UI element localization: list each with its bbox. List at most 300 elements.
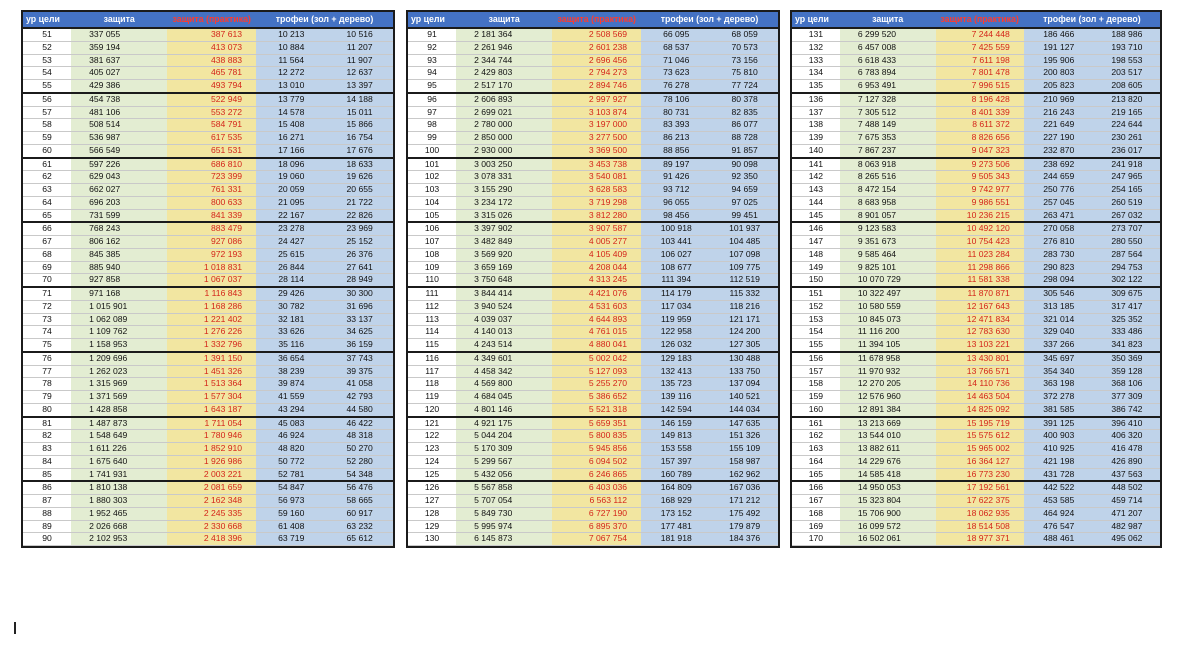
level-cell: 128 xyxy=(408,507,456,520)
trophy-wood-cell: 175 492 xyxy=(711,507,778,520)
trophy-wood-cell: 109 775 xyxy=(711,261,778,274)
trophy-gold-cell: 12 272 xyxy=(256,67,326,80)
trophy-wood-cell: 65 612 xyxy=(326,533,393,546)
trophy-gold-cell: 20 059 xyxy=(256,184,326,197)
defense-practice-cell: 4 880 041 xyxy=(552,339,641,352)
trophy-wood-cell: 179 879 xyxy=(711,520,778,533)
trophy-wood-cell: 22 826 xyxy=(326,209,393,222)
trophy-wood-cell: 137 094 xyxy=(711,378,778,391)
trophy-gold-cell: 135 723 xyxy=(641,378,711,391)
table-row xyxy=(408,300,778,313)
trophy-gold-cell: 36 654 xyxy=(256,352,326,365)
trophy-gold-cell: 400 903 xyxy=(1024,430,1094,443)
table-row xyxy=(23,468,393,481)
defense-practice-cell: 5 386 652 xyxy=(552,391,641,404)
level-cell: 141 xyxy=(792,158,840,171)
defense-cell: 14 585 418 xyxy=(840,468,936,481)
defense-cell: 8 063 918 xyxy=(840,158,936,171)
trophy-wood-cell: 15 866 xyxy=(326,119,393,132)
table-row xyxy=(408,403,778,416)
defense-practice-cell: 4 761 015 xyxy=(552,326,641,339)
table-row xyxy=(408,28,778,41)
defense-practice-cell: 17 192 561 xyxy=(936,481,1024,494)
defense-practice-cell: 3 812 280 xyxy=(552,209,641,222)
table-row xyxy=(792,93,1160,106)
defense-cell: 481 106 xyxy=(71,106,167,119)
defense-practice-cell: 723 399 xyxy=(167,171,256,184)
defense-practice-cell: 15 575 612 xyxy=(936,430,1024,443)
level-cell: 133 xyxy=(792,54,840,67)
defense-cell: 16 099 572 xyxy=(840,520,936,533)
defense-cell: 5 567 858 xyxy=(456,481,552,494)
defense-practice-cell: 2 894 746 xyxy=(552,80,641,93)
trophy-wood-cell: 30 300 xyxy=(326,287,393,300)
defense-practice-cell: 15 195 719 xyxy=(936,417,1024,430)
trophy-wood-cell: 359 128 xyxy=(1094,365,1160,378)
table-row xyxy=(408,443,778,456)
level-cell: 105 xyxy=(408,209,456,222)
level-cell: 123 xyxy=(408,443,456,456)
defense-practice-cell: 5 945 856 xyxy=(552,443,641,456)
trophy-wood-cell: 236 017 xyxy=(1094,144,1160,157)
level-cell: 142 xyxy=(792,171,840,184)
defense-practice-cell: 4 005 277 xyxy=(552,236,641,249)
table-row xyxy=(408,144,778,157)
table-row xyxy=(792,507,1160,520)
level-cell: 58 xyxy=(23,119,71,132)
trophy-wood-cell: 107 098 xyxy=(711,248,778,261)
defense-cell: 5 299 567 xyxy=(456,455,552,468)
level-cell: 97 xyxy=(408,106,456,119)
trophy-gold-cell: 83 393 xyxy=(641,119,711,132)
table-row xyxy=(23,67,393,80)
defense-practice-cell: 3 628 583 xyxy=(552,184,641,197)
level-cell: 64 xyxy=(23,196,71,209)
defense-practice-cell: 5 659 351 xyxy=(552,417,641,430)
level-cell: 110 xyxy=(408,274,456,287)
table-row xyxy=(408,196,778,209)
defense-cell: 14 229 676 xyxy=(840,455,936,468)
trophy-gold-cell: 216 243 xyxy=(1024,106,1094,119)
defense-practice-cell: 2 997 927 xyxy=(552,93,641,106)
defense-practice-cell: 8 611 372 xyxy=(936,119,1024,132)
defense-cell: 9 585 464 xyxy=(840,248,936,261)
defense-practice-cell: 4 208 044 xyxy=(552,261,641,274)
trophy-gold-cell: 160 789 xyxy=(641,468,711,481)
table-row xyxy=(408,209,778,222)
trophy-gold-cell: 363 198 xyxy=(1024,378,1094,391)
trophy-wood-cell: 86 077 xyxy=(711,119,778,132)
trophy-wood-cell: 48 318 xyxy=(326,430,393,443)
table-row xyxy=(792,430,1160,443)
defense-cell: 1 487 873 xyxy=(71,417,167,430)
trophy-gold-cell: 238 692 xyxy=(1024,158,1094,171)
table-row xyxy=(23,481,393,494)
trophy-gold-cell: 205 823 xyxy=(1024,80,1094,93)
trophy-gold-cell: 232 870 xyxy=(1024,144,1094,157)
trophy-wood-cell: 130 488 xyxy=(711,352,778,365)
level-cell: 157 xyxy=(792,365,840,378)
header-trophies: трофеи (зол + дерево) xyxy=(1024,12,1160,28)
level-cell: 80 xyxy=(23,403,71,416)
level-cell: 99 xyxy=(408,132,456,145)
table-row xyxy=(408,41,778,54)
table-row xyxy=(408,132,778,145)
level-cell: 138 xyxy=(792,119,840,132)
level-cell: 63 xyxy=(23,184,71,197)
trophy-wood-cell: 448 502 xyxy=(1094,481,1160,494)
defense-practice-cell: 4 531 603 xyxy=(552,300,641,313)
defense-practice-cell: 6 727 190 xyxy=(552,507,641,520)
table-row xyxy=(408,507,778,520)
trophy-wood-cell: 10 516 xyxy=(326,28,393,41)
trophy-gold-cell: 59 160 xyxy=(256,507,326,520)
level-cell: 144 xyxy=(792,196,840,209)
level-cell: 169 xyxy=(792,520,840,533)
defense-cell: 696 203 xyxy=(71,196,167,209)
header-defense: защита xyxy=(840,12,936,28)
defense-practice-cell: 387 613 xyxy=(167,28,256,41)
defense-practice-cell: 553 272 xyxy=(167,106,256,119)
defense-cell: 768 243 xyxy=(71,222,167,235)
header-defense-practice: защита (практика) xyxy=(167,12,256,28)
defense-cell: 429 386 xyxy=(71,80,167,93)
table-row xyxy=(792,41,1160,54)
trophy-wood-cell: 97 025 xyxy=(711,196,778,209)
trophy-wood-cell: 471 207 xyxy=(1094,507,1160,520)
trophy-gold-cell: 149 813 xyxy=(641,430,711,443)
defense-cell: 359 194 xyxy=(71,41,167,54)
trophy-gold-cell: 139 116 xyxy=(641,391,711,404)
defense-practice-cell: 13 430 801 xyxy=(936,352,1024,365)
defense-cell: 12 891 384 xyxy=(840,403,936,416)
trophy-gold-cell: 13 010 xyxy=(256,80,326,93)
trophy-wood-cell: 31 696 xyxy=(326,300,393,313)
table-row xyxy=(408,533,778,546)
trophy-wood-cell: 208 605 xyxy=(1094,80,1160,93)
trophy-wood-cell: 12 637 xyxy=(326,67,393,80)
trophy-gold-cell: 86 213 xyxy=(641,132,711,145)
defense-cell: 405 027 xyxy=(71,67,167,80)
level-table-51-90 xyxy=(21,10,395,548)
trophy-wood-cell: 88 728 xyxy=(711,132,778,145)
defense-practice-cell: 2 330 668 xyxy=(167,520,256,533)
defense-practice-cell: 7 996 515 xyxy=(936,80,1024,93)
table-row xyxy=(408,455,778,468)
trophy-wood-cell: 92 350 xyxy=(711,171,778,184)
level-cell: 57 xyxy=(23,106,71,119)
defense-practice-cell: 12 783 630 xyxy=(936,326,1024,339)
table-row xyxy=(792,28,1160,41)
level-cell: 73 xyxy=(23,313,71,326)
level-cell: 129 xyxy=(408,520,456,533)
defense-cell: 731 599 xyxy=(71,209,167,222)
trophy-wood-cell: 60 917 xyxy=(326,507,393,520)
trophy-wood-cell: 482 987 xyxy=(1094,520,1160,533)
table-row xyxy=(23,106,393,119)
table-row xyxy=(792,313,1160,326)
trophy-wood-cell: 171 212 xyxy=(711,495,778,508)
table-row xyxy=(23,80,393,93)
table-row xyxy=(792,248,1160,261)
defense-practice-cell: 18 514 508 xyxy=(936,520,1024,533)
trophy-wood-cell: 70 573 xyxy=(711,41,778,54)
table-row xyxy=(792,119,1160,132)
trophy-wood-cell: 396 410 xyxy=(1094,417,1160,430)
trophy-wood-cell: 68 059 xyxy=(711,28,778,41)
trophy-wood-cell: 325 352 xyxy=(1094,313,1160,326)
defense-practice-cell: 1 513 364 xyxy=(167,378,256,391)
trophy-wood-cell: 144 034 xyxy=(711,403,778,416)
table-row xyxy=(23,430,393,443)
defense-practice-cell: 5 800 835 xyxy=(552,430,641,443)
trophy-gold-cell: 50 772 xyxy=(256,455,326,468)
trophy-gold-cell: 73 623 xyxy=(641,67,711,80)
defense-cell: 6 457 008 xyxy=(840,41,936,54)
table-row xyxy=(408,352,778,365)
trophy-wood-cell: 219 165 xyxy=(1094,106,1160,119)
defense-cell: 2 850 000 xyxy=(456,132,552,145)
defense-practice-cell: 9 273 506 xyxy=(936,158,1024,171)
trophy-gold-cell: 46 924 xyxy=(256,430,326,443)
level-cell: 163 xyxy=(792,443,840,456)
trophy-gold-cell: 39 874 xyxy=(256,378,326,391)
trophy-gold-cell: 146 159 xyxy=(641,417,711,430)
defense-cell: 3 569 920 xyxy=(456,248,552,261)
defense-practice-cell: 413 073 xyxy=(167,41,256,54)
defense-practice-cell: 3 277 500 xyxy=(552,132,641,145)
defense-practice-cell: 14 463 504 xyxy=(936,391,1024,404)
table-row xyxy=(23,144,393,157)
level-cell: 53 xyxy=(23,54,71,67)
header-defense-practice: защита (практика) xyxy=(552,12,641,28)
defense-practice-cell: 686 810 xyxy=(167,158,256,171)
defense-cell: 1 015 901 xyxy=(71,300,167,313)
level-cell: 143 xyxy=(792,184,840,197)
trophy-wood-cell: 495 062 xyxy=(1094,533,1160,546)
trophy-wood-cell: 158 987 xyxy=(711,455,778,468)
defense-cell: 885 940 xyxy=(71,261,167,274)
defense-practice-cell: 11 023 284 xyxy=(936,248,1024,261)
defense-practice-cell: 3 907 587 xyxy=(552,222,641,235)
trophy-gold-cell: 372 278 xyxy=(1024,391,1094,404)
trophy-wood-cell: 94 659 xyxy=(711,184,778,197)
trophy-gold-cell: 410 925 xyxy=(1024,443,1094,456)
defense-practice-cell: 522 949 xyxy=(167,93,256,106)
defense-practice-cell: 3 369 500 xyxy=(552,144,641,157)
defense-cell: 662 027 xyxy=(71,184,167,197)
defense-practice-cell: 11 870 871 xyxy=(936,287,1024,300)
defense-practice-cell: 11 581 338 xyxy=(936,274,1024,287)
table-row xyxy=(23,443,393,456)
defense-practice-cell: 927 086 xyxy=(167,236,256,249)
trophy-gold-cell: 41 559 xyxy=(256,391,326,404)
defense-table xyxy=(408,12,778,546)
level-cell: 98 xyxy=(408,119,456,132)
defense-practice-cell: 8 826 656 xyxy=(936,132,1024,145)
table-row xyxy=(408,236,778,249)
defense-cell: 3 315 026 xyxy=(456,209,552,222)
defense-cell: 2 102 953 xyxy=(71,533,167,546)
table-row xyxy=(792,300,1160,313)
trophy-wood-cell: 188 986 xyxy=(1094,28,1160,41)
defense-practice-cell: 13 766 571 xyxy=(936,365,1024,378)
defense-cell: 14 950 053 xyxy=(840,481,936,494)
table-row xyxy=(408,417,778,430)
table-row xyxy=(792,520,1160,533)
trophy-gold-cell: 10 884 xyxy=(256,41,326,54)
trophy-gold-cell: 126 032 xyxy=(641,339,711,352)
defense-practice-cell: 8 196 428 xyxy=(936,93,1024,106)
trophy-wood-cell: 80 378 xyxy=(711,93,778,106)
level-cell: 145 xyxy=(792,209,840,222)
level-cell: 121 xyxy=(408,417,456,430)
table-row xyxy=(408,106,778,119)
trophy-wood-cell: 44 580 xyxy=(326,403,393,416)
table-row xyxy=(408,67,778,80)
trophy-gold-cell: 298 094 xyxy=(1024,274,1094,287)
level-cell: 167 xyxy=(792,495,840,508)
trophy-gold-cell: 421 198 xyxy=(1024,455,1094,468)
defense-cell: 5 707 054 xyxy=(456,495,552,508)
trophy-wood-cell: 309 675 xyxy=(1094,287,1160,300)
defense-cell: 629 043 xyxy=(71,171,167,184)
trophy-gold-cell: 181 918 xyxy=(641,533,711,546)
table-row xyxy=(408,495,778,508)
defense-practice-cell: 651 531 xyxy=(167,144,256,157)
trophy-wood-cell: 193 710 xyxy=(1094,41,1160,54)
level-cell: 140 xyxy=(792,144,840,157)
trophy-wood-cell: 41 058 xyxy=(326,378,393,391)
defense-practice-cell: 972 193 xyxy=(167,248,256,261)
trophy-wood-cell: 350 369 xyxy=(1094,352,1160,365)
defense-cell: 5 995 974 xyxy=(456,520,552,533)
table-row xyxy=(408,313,778,326)
defense-cell: 8 472 154 xyxy=(840,184,936,197)
defense-cell: 7 867 237 xyxy=(840,144,936,157)
table-row xyxy=(23,313,393,326)
trophy-wood-cell: 147 635 xyxy=(711,417,778,430)
defense-practice-cell: 465 781 xyxy=(167,67,256,80)
trophy-wood-cell: 155 109 xyxy=(711,443,778,456)
defense-practice-cell: 7 611 198 xyxy=(936,54,1024,67)
defense-cell: 5 044 204 xyxy=(456,430,552,443)
table-row xyxy=(23,391,393,404)
trophy-wood-cell: 18 633 xyxy=(326,158,393,171)
defense-practice-cell: 617 535 xyxy=(167,132,256,145)
trophy-wood-cell: 426 890 xyxy=(1094,455,1160,468)
table-row xyxy=(23,455,393,468)
level-cell: 111 xyxy=(408,287,456,300)
defense-cell: 3 234 172 xyxy=(456,196,552,209)
defense-cell: 10 580 559 xyxy=(840,300,936,313)
table-row xyxy=(408,430,778,443)
defense-cell: 2 606 893 xyxy=(456,93,552,106)
table-row xyxy=(792,417,1160,430)
table-row xyxy=(23,403,393,416)
defense-cell: 1 262 023 xyxy=(71,365,167,378)
defense-practice-cell: 2 508 569 xyxy=(552,28,641,41)
trophy-wood-cell: 11 207 xyxy=(326,41,393,54)
defense-practice-cell: 4 105 409 xyxy=(552,248,641,261)
table-row xyxy=(23,287,393,300)
level-cell: 55 xyxy=(23,80,71,93)
level-cell: 152 xyxy=(792,300,840,313)
trophy-wood-cell: 37 743 xyxy=(326,352,393,365)
table-row xyxy=(792,80,1160,93)
defense-practice-cell: 12 167 643 xyxy=(936,300,1024,313)
level-cell: 61 xyxy=(23,158,71,171)
defense-cell: 2 026 668 xyxy=(71,520,167,533)
level-cell: 100 xyxy=(408,144,456,157)
trophy-gold-cell: 24 427 xyxy=(256,236,326,249)
level-cell: 122 xyxy=(408,430,456,443)
level-cell: 131 xyxy=(792,28,840,41)
trophy-gold-cell: 476 547 xyxy=(1024,520,1094,533)
trophy-wood-cell: 377 309 xyxy=(1094,391,1160,404)
defense-practice-cell: 14 110 736 xyxy=(936,378,1024,391)
trophy-gold-cell: 106 027 xyxy=(641,248,711,261)
trophy-wood-cell: 46 422 xyxy=(326,417,393,430)
trophy-gold-cell: 111 394 xyxy=(641,274,711,287)
trophy-gold-cell: 32 181 xyxy=(256,313,326,326)
defense-cell: 2 261 946 xyxy=(456,41,552,54)
defense-cell: 1 158 953 xyxy=(71,339,167,352)
defense-cell: 7 127 328 xyxy=(840,93,936,106)
defense-cell: 454 738 xyxy=(71,93,167,106)
trophy-gold-cell: 191 127 xyxy=(1024,41,1094,54)
defense-practice-cell: 7 801 478 xyxy=(936,67,1024,80)
defense-cell: 12 270 205 xyxy=(840,378,936,391)
trophy-wood-cell: 124 200 xyxy=(711,326,778,339)
trophy-gold-cell: 61 408 xyxy=(256,520,326,533)
defense-practice-cell: 10 754 423 xyxy=(936,236,1024,249)
table-row xyxy=(23,236,393,249)
defense-cell: 1 880 303 xyxy=(71,495,167,508)
table-row xyxy=(792,533,1160,546)
defense-cell: 4 458 342 xyxy=(456,365,552,378)
defense-practice-cell: 13 103 221 xyxy=(936,339,1024,352)
trophy-gold-cell: 18 096 xyxy=(256,158,326,171)
trophy-gold-cell: 52 781 xyxy=(256,468,326,481)
trophy-gold-cell: 221 649 xyxy=(1024,119,1094,132)
defense-practice-cell: 2 601 238 xyxy=(552,41,641,54)
level-cell: 147 xyxy=(792,236,840,249)
defense-cell: 1 675 640 xyxy=(71,455,167,468)
table-row xyxy=(23,533,393,546)
level-cell: 76 xyxy=(23,352,71,365)
level-cell: 162 xyxy=(792,430,840,443)
trophy-gold-cell: 71 046 xyxy=(641,54,711,67)
trophy-wood-cell: 317 417 xyxy=(1094,300,1160,313)
defense-practice-cell: 4 313 245 xyxy=(552,274,641,287)
level-cell: 95 xyxy=(408,80,456,93)
defense-practice-cell: 10 492 120 xyxy=(936,222,1024,235)
defense-practice-cell: 11 298 866 xyxy=(936,261,1024,274)
defense-table xyxy=(792,12,1160,546)
level-cell: 120 xyxy=(408,403,456,416)
table-row xyxy=(408,222,778,235)
level-cell: 154 xyxy=(792,326,840,339)
table-row xyxy=(23,326,393,339)
table-row xyxy=(23,520,393,533)
trophy-wood-cell: 406 320 xyxy=(1094,430,1160,443)
defense-table xyxy=(23,12,393,546)
trophy-gold-cell: 464 924 xyxy=(1024,507,1094,520)
trophy-gold-cell: 119 959 xyxy=(641,313,711,326)
defense-cell: 3 940 524 xyxy=(456,300,552,313)
trophy-wood-cell: 115 332 xyxy=(711,287,778,300)
